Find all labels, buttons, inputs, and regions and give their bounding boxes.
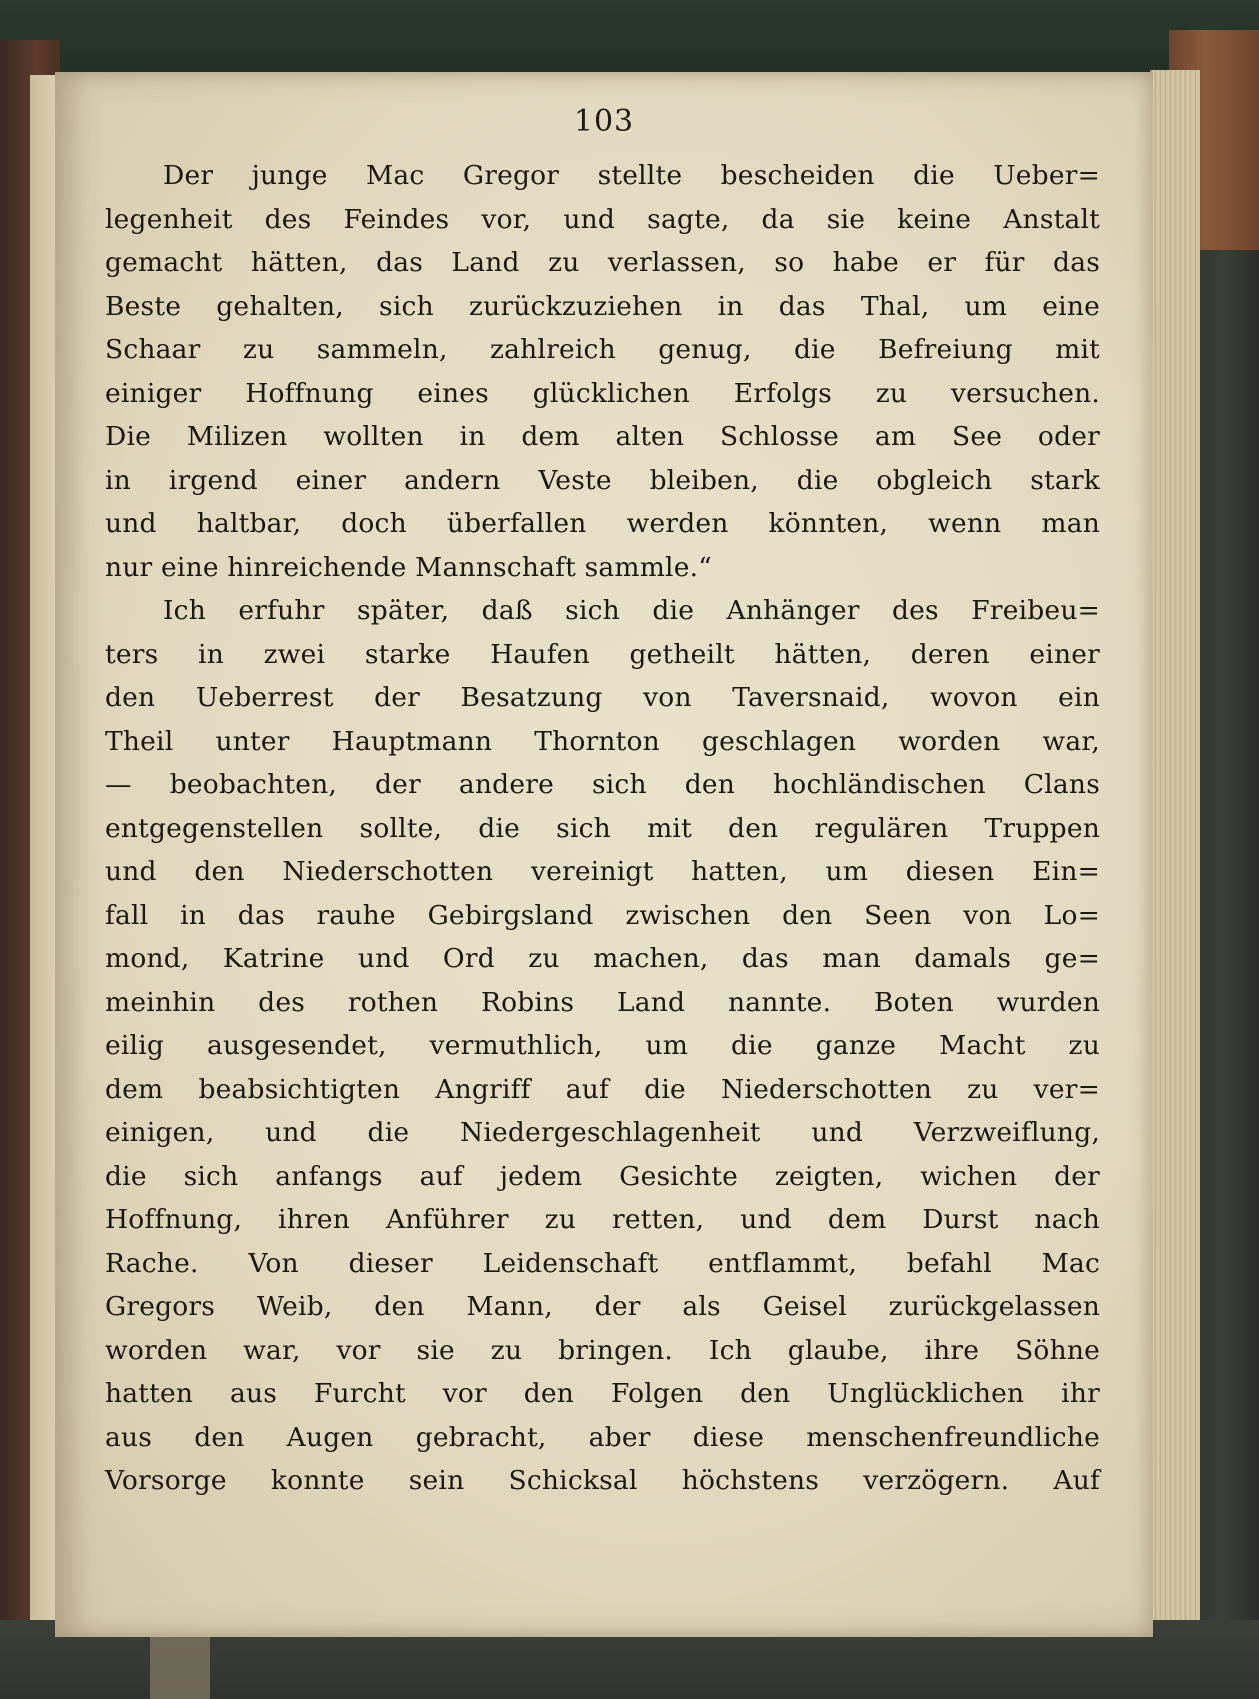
bookmark-ribbon	[150, 1635, 210, 1699]
text-line: Schaar zu sammeln, zahlreich genug, die Befreiung mit	[105, 334, 1100, 365]
text-line: und den Niederschotten vereinigt hatten, um diesen Ein=	[105, 856, 1100, 887]
text-line: den Ueberrest der Besatzung von Taversnaid, wovon ein	[105, 682, 1100, 713]
text-line: Theil unter Hauptmann Thornton geschlagen worden war,	[105, 725, 1100, 757]
text-line: nur eine hinreichende Mannschaft sammle.“	[105, 551, 712, 583]
book-page	[55, 72, 1153, 1637]
text-line: entgegenstellen sollte, die sich mit den regulären Truppen	[105, 812, 1100, 844]
text-line: — beobachten, der andere sich den hochländischen Clans	[105, 769, 1100, 800]
text-line: mond, Katrine und Ord zu machen, das man damals ge=	[105, 943, 1100, 974]
text-line: fall in das rauhe Gebirgsland zwischen den Seen von Lo=	[105, 899, 1100, 931]
text-line: Gregors Weib, den Mann, der als Geisel zurückgelassen	[105, 1291, 1100, 1322]
book-binding-top	[0, 0, 1259, 70]
text-line: legenheit des Feindes vor, und sagte, da sie keine Anstalt	[105, 203, 1100, 235]
text-line: meinhin des rothen Robins Land nannte. Boten wurden	[105, 986, 1100, 1018]
text-line: Ich erfuhr später, daß sich die Anhänger des Freibeu=	[163, 595, 1100, 626]
text-line: ters in zwei starke Haufen getheilt hätten, deren einer	[105, 638, 1100, 670]
page-edges	[1150, 70, 1200, 1630]
text-line: einigen, und die Niedergeschlagenheit und Verzweiflung,	[105, 1117, 1100, 1148]
text-line: in irgend einer andern Veste bleiben, die obgleich stark	[105, 464, 1100, 496]
text-line: die sich anfangs auf jedem Gesichte zeigten, wichen der	[105, 1160, 1100, 1192]
page-number: 103	[573, 104, 635, 139]
text-line: Beste gehalten, sich zurückzuziehen in das Thal, um eine	[105, 290, 1100, 322]
text-line: Hoffnung, ihren Anführer zu retten, und dem Durst nach	[105, 1204, 1100, 1235]
text-line: Der junge Mac Gregor stellte bescheiden die Ueber=	[163, 160, 1100, 191]
text-line: hatten aus Furcht vor den Folgen den Unglücklichen ihr	[105, 1378, 1100, 1409]
text-line: gemacht hätten, das Land zu verlassen, so habe er für das	[105, 247, 1100, 278]
text-line: und haltbar, doch überfallen werden könnten, wenn man	[105, 508, 1100, 539]
text-line: dem beabsichtigten Angriff auf die Niederschotten zu ver=	[105, 1073, 1100, 1105]
text-line: Vorsorge konnte sein Schicksal höchstens verzögern. Auf	[105, 1465, 1100, 1496]
text-line: eilig ausgesendet, vermuthlich, um die ganze Macht zu	[105, 1030, 1100, 1061]
page-text	[105, 154, 1100, 1503]
text-line: Rache. Von dieser Leidenschaft entflammt, befahl Mac	[105, 1247, 1100, 1279]
text-line: aus den Augen gebracht, aber diese menschenfreundliche	[105, 1421, 1100, 1453]
text-line: worden war, vor sie zu bringen. Ich glaube, ihre Söhne	[105, 1334, 1100, 1366]
text-line: einiger Hoffnung eines glücklichen Erfolgs zu versuchen.	[105, 377, 1100, 409]
text-line: Die Milizen wollten in dem alten Schlosse am See oder	[105, 421, 1100, 452]
